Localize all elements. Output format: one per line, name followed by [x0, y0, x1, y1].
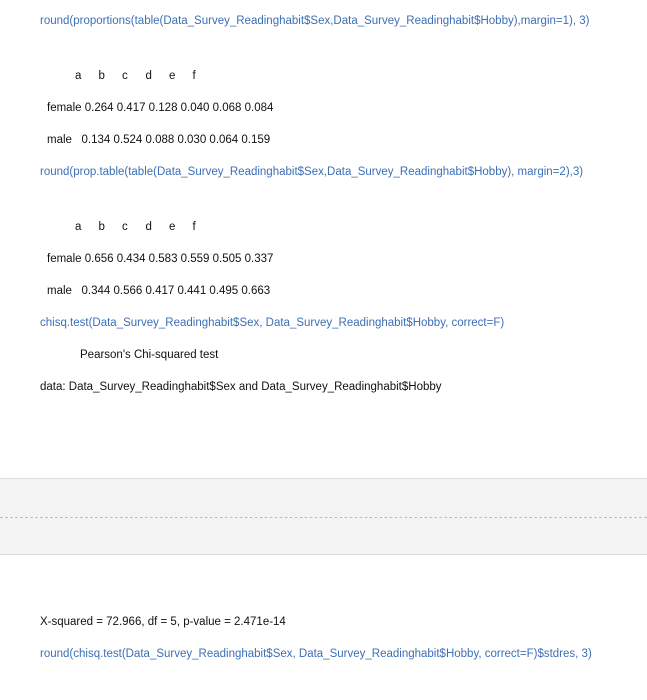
col-f: f: [192, 70, 196, 82]
row-label: male: [47, 285, 72, 297]
code-line-stdres: round(chisq.test(Data_Survey_Readinghabit$Sex, Data_Survey_Readinghabit$Hobby, correct=F)$stdres, 3): [40, 648, 592, 660]
code-line-prop-table: round(prop.table(table(Data_Survey_Readinghabit$Sex,Data_Survey_Readinghabit$Hobby), margin=2),3): [40, 166, 584, 178]
col-f: f: [192, 221, 196, 233]
col-b: b: [98, 70, 105, 82]
row-values: 0.134 0.524 0.088 0.030 0.064 0.159: [81, 134, 271, 146]
row-values: 0.264 0.417 0.128 0.040 0.068 0.084: [84, 102, 274, 114]
code-line-proportions: round(proportions(table(Data_Survey_Readinghabit$Sex,Data_Survey_Readinghabit$Hobby),margin=1), 3): [40, 15, 590, 27]
table-header-1: [75, 70, 216, 82]
col-c: c: [122, 70, 128, 82]
col-e: e: [169, 70, 176, 82]
col-a: a: [75, 221, 82, 233]
table-header-2: [75, 221, 216, 233]
code-line-chisq-test: chisq.test(Data_Survey_Readinghabit$Sex, Data_Survey_Readinghabit$Hobby, correct=F): [40, 317, 505, 329]
result-line: X-squared = 72.966, df = 5, p-value = 2.471e-14: [40, 616, 286, 628]
data-line: data: Data_Survey_Readinghabit$Sex and Data_Survey_Readinghabit$Hobby: [40, 381, 442, 393]
col-b: b: [98, 221, 105, 233]
row-values: 0.656 0.434 0.583 0.559 0.505 0.337: [84, 253, 274, 265]
row-label: female: [47, 253, 82, 265]
table-row: [47, 134, 270, 146]
col-d: d: [145, 221, 152, 233]
col-e: e: [169, 221, 176, 233]
test-name: Pearson's Chi-squared test: [80, 349, 219, 361]
row-label: female: [47, 102, 82, 114]
table-row: [47, 102, 273, 114]
col-d: d: [145, 70, 152, 82]
row-values: 0.344 0.566 0.417 0.441 0.495 0.663: [81, 285, 271, 297]
col-a: a: [75, 70, 82, 82]
table-row: [47, 285, 270, 297]
row-label: male: [47, 134, 72, 146]
page-break-bottom: [0, 518, 647, 555]
table-row: [47, 253, 273, 265]
page-break-top: [0, 478, 647, 517]
col-c: c: [122, 221, 128, 233]
